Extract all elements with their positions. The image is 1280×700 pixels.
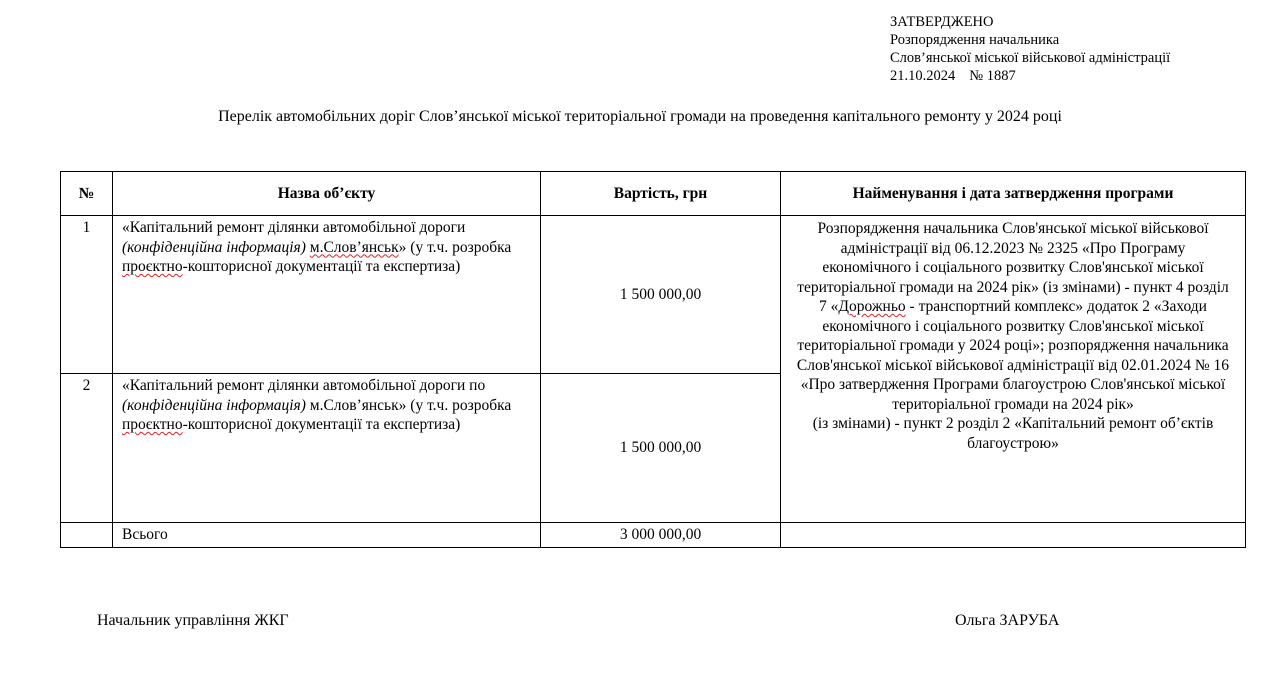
approval-stamp: [890, 13, 1170, 85]
object-name-text: «Капітальний ремонт ділянки автомобільної дороги: [122, 219, 466, 236]
total-program-empty: [781, 523, 1246, 548]
document-title: Перелік автомобільних доріг Слов’янської міської територіальної громади на проведення капітального ремонту у 2024 році: [218, 108, 1062, 125]
total-cost: 3 000 000,00: [541, 523, 781, 548]
header-number: №: [61, 172, 113, 216]
row-number: 2: [61, 374, 113, 523]
program-cell: [781, 216, 1246, 523]
program-text: (із змінами) - пункт 2 розділ 2 «Капітальний ремонт об’єктів благоустрою»: [812, 415, 1214, 452]
approval-number: № 1887: [969, 68, 1016, 84]
total-label: Всього: [113, 523, 541, 548]
table-row: [61, 216, 1246, 374]
object-name-text: -кошторисної документації та експертиза): [182, 258, 461, 275]
cost-cell: 1 500 000,00: [541, 374, 781, 523]
approval-order-line: Розпорядження начальника: [890, 32, 1060, 48]
approval-authority: Слов’янської міської військової адміністрації: [890, 50, 1171, 66]
spellcheck-word: проєктно: [122, 416, 183, 433]
confidential-note: (конфіденційна інформація): [122, 238, 306, 256]
row-number: 1: [61, 216, 113, 374]
program-text: Розпорядження начальника Слов'янської міської військової адміністрації від 06.12.2023 № 2325 «Про Програму економічного і соціального розвитку Слов'янської міської територіальної громади на 2024 рік» (із змінами) - пункт 4 розділ 7 «: [797, 220, 1229, 315]
confidential-note: (конфіденційна інформація): [122, 396, 306, 414]
approval-date: 21.10.2024: [890, 68, 956, 84]
header-program: Найменування і дата затвердження програми: [781, 172, 1246, 216]
roads-table: [60, 171, 1246, 548]
object-name-text: -кошторисної документації та експертиза): [182, 416, 461, 433]
table-header-row: [61, 172, 1246, 216]
object-name-text: «Капітальний ремонт ділянки автомобільної дороги по: [122, 377, 486, 394]
signatory-name: Ольга ЗАРУБА: [955, 612, 1060, 629]
header-object-name: Назва об’єкту: [113, 172, 541, 216]
header-cost: Вартість, грн: [541, 172, 781, 216]
object-name-cell: [113, 374, 541, 523]
object-name-text: м.Слов’янськ» (у т.ч. розробка: [305, 396, 512, 414]
spellcheck-word: Дорожньо: [838, 298, 906, 315]
object-name-cell: [113, 216, 541, 374]
object-name-text: » (у т.ч. розробка: [398, 238, 512, 256]
signatory-position: Начальник управління ЖКГ: [97, 612, 289, 629]
city-name: м.Слов’янськ: [309, 238, 399, 256]
cost-cell: 1 500 000,00: [541, 216, 781, 374]
total-number-empty: [61, 523, 113, 548]
approval-date-number: [890, 67, 1170, 85]
approval-heading: ЗАТВЕРДЖЕНО: [890, 14, 994, 30]
program-text: - транспортний комплекс» додаток 2 «Заходи економічного і соціального розвитку Слов'янської міської територіальної громади у 2024 році»; розпорядження начальника Слов'янської міської військової адміністрації від 02.01.2024 № 16 «Про затвердження Програми благоустрою Слов'янської міської територіальної громади на 2024 рік»: [796, 298, 1230, 413]
spellcheck-word: проєктно: [122, 258, 183, 275]
total-row: [61, 523, 1246, 548]
